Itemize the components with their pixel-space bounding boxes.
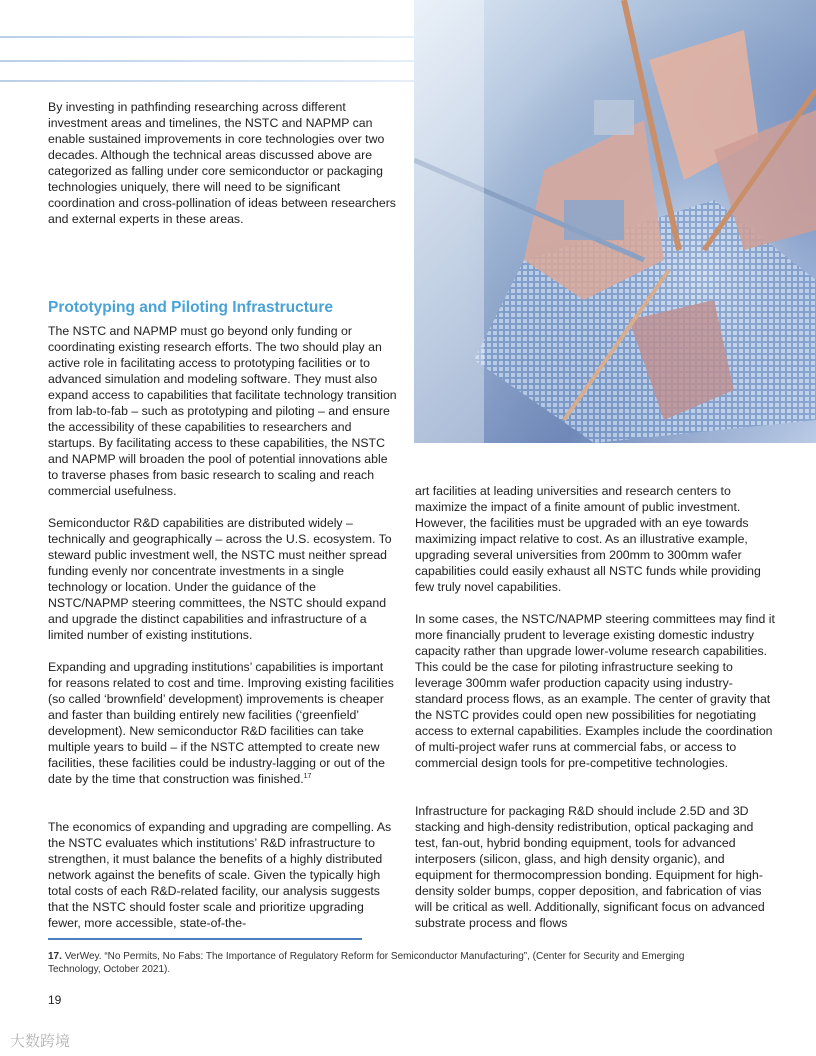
decorative-line xyxy=(0,60,420,62)
watermark: 大数跨境 xyxy=(10,1033,71,1050)
footnote-number: 17. xyxy=(48,951,62,962)
page-number: 19 xyxy=(48,993,62,1007)
footnote-text: VerWey. “No Permits, No Fabs: The Importance of Regulatory Reform for Semiconductor Manufacturing”, (Center for Security and Emerging Technology, October 2021). xyxy=(48,951,685,975)
probe-station-image xyxy=(414,0,816,443)
body-paragraph-text: Expanding and upgrading institutions’ capabilities is important for reasons related to cost and time. Improving existing facilities (so called ‘brownfield’ development) improvements is cheaper and faster than building entirely new facilities (‘greenfield’ development). New semiconductor R&D facilities can take multiple years to build – if the NSTC attempted to create new facilities, these facilities could be industry-lagging or out of the date by the time that construction was finished. xyxy=(48,660,394,786)
body-paragraph: In some cases, the NSTC/NAPMP steering committees may find it more financially prudent to leverage existing domestic industry capacity rather than upgrade lower-volume research capabilities. This could be the case for piloting infrastructure seeking to leverage 300mm wafer production capacity using industry-standard process flows, as an example. The center of gravity that the NSTC provides could open new possibilities for negotiating access to external capabilities. Examples include the coordination of multi-project wafer runs at commercial fabs, or access to commercial design tools for pre-competitive technologies. xyxy=(415,612,775,770)
footnote-divider xyxy=(48,938,362,940)
body-paragraph: art facilities at leading universities and research centers to maximize the impact of a finite amount of public investment. However, the facilities must be upgraded with an eye towards maximizing impact relative to cost. As an illustrative example, upgrading several universities from 200mm to 300mm wafer capabilities could easily exhaust all NSTC funds while providing few truly novel capabilities. xyxy=(415,484,761,594)
decorative-line xyxy=(0,80,420,82)
footnote xyxy=(48,950,738,976)
intro-paragraph: By investing in pathfinding researching across different investment areas and timelines, the NSTC and NAPMP can enable sustained improvements in core technologies over two decades. Although the technical areas discussed above are categorized as falling under core semiconductor or packaging technologies uniquely, there will need to be significant coordination and cross-pollination of ideas between researchers and external experts in these areas. xyxy=(48,100,396,226)
body-paragraph: The economics of expanding and upgrading are compelling. As the NSTC evaluates which institutions’ R&D infrastructure to strengthen, it must balance the benefits of a highly distributed network against the benefits of scale. Given the typically high total costs of each R&D-related facility, our analysis suggests that the NSTC should foster scale and prioritize upgrading fewer, more accessible, state-of-the- xyxy=(48,820,392,930)
decorative-line xyxy=(0,36,420,38)
section-heading: Prototyping and Piloting Infrastructure xyxy=(48,299,334,316)
body-paragraph: Infrastructure for packaging R&D should include 2.5D and 3D stacking and high-density redistribution, optical packaging and test, fan-out, hybrid bonding equipment, tools for advanced interposers (silicon, glass, and high density organic), and equipment for thermocompression bonding. Equipment for high-density solder bumps, copper deposition, and fabrication of vias will be critical as well. Additionally, significant focus on advanced substrate process and flows xyxy=(415,804,765,930)
body-paragraph xyxy=(48,659,398,787)
body-paragraph: Semiconductor R&D capabilities are distributed widely – technically and geographically – across the U.S. ecosystem. To steward public investment well, the NSTC must neither spread funding evenly nor concentrate investments in a single technology or location. Under the guidance of the NSTC/NAPMP steering committees, the NSTC should expand and upgrade the distinct capabilities and infrastructure of a limited number of existing institutions. xyxy=(48,516,392,642)
body-paragraph: The NSTC and NAPMP must go beyond only funding or coordinating existing research efforts. The two should play an active role in facilitating access to prototyping facilities or to advanced simulation and modeling software. They must also expand access to capabilities that facilitate technology transition from lab-to-fab – such as prototyping and piloting – and ensure the accessibility of these capabilities to researchers and startups. By facilitating access to these capabilities, the NSTC and NAPMP will broaden the pool of potential innovations able to traverse phases from basic research to scaling and reach commercial usefulness. xyxy=(48,324,397,498)
footnote-reference[interactable]: 17 xyxy=(303,772,312,780)
